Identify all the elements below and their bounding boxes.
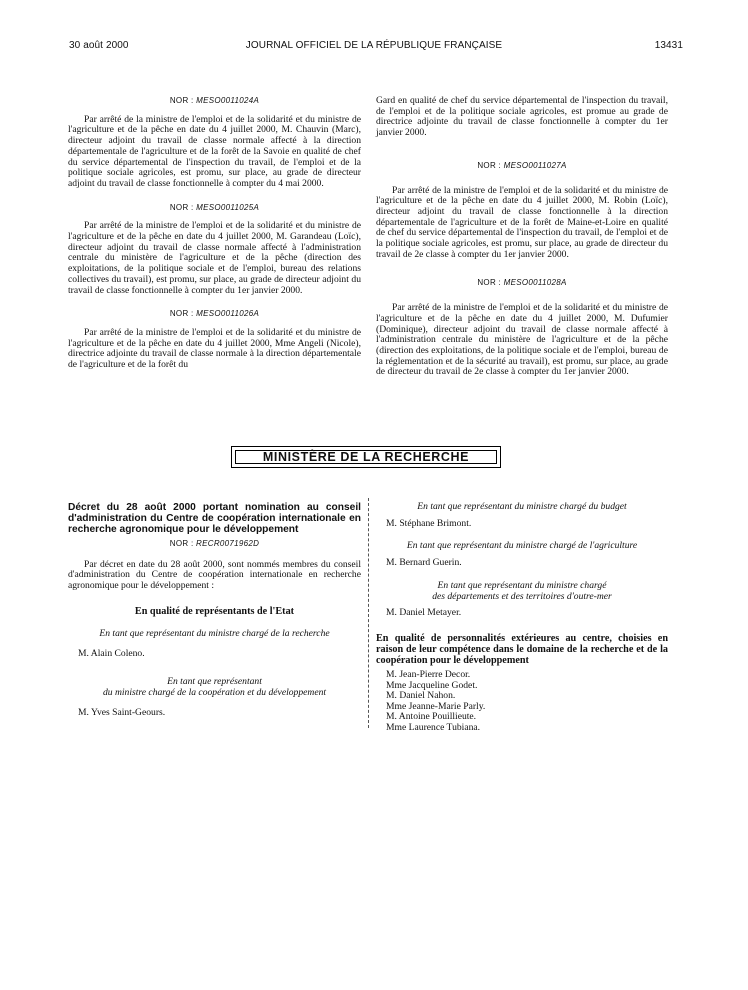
member-name: M. Stéphane Brimont.: [386, 517, 472, 529]
arrete-paragraph: Par arrêté de la ministre de l'emploi et de la solidarité et du ministre de l'agriculture et de la pêche en date du 4 juillet 2000, M. Robin (Loïc), directeur adjoint du travail de classe fonctionnelle à la direction départementale de l'agriculture et de la forêt de Maine-et-Loire en qualité de chef du service départemental de l'inspection du travail, de l'emploi et de la politique sociale agricoles, est promu, sur place, au grade de directeur du travail de 2e classe à compter du 1er janvier 2000.: [376, 184, 668, 260]
nor-reference: NOR : MESO0011024A: [169, 96, 260, 105]
decree-right-column: [376, 502, 668, 733]
representative-caption: des départements et des territoires d'outre-mer: [432, 590, 612, 602]
section-heading-external: En qualité de personnalités extérieures au centre, choisies en raison de leur compétence dans le domaine de la recherche et de la coopération pour le développement: [376, 632, 668, 666]
representative-caption: du ministre chargé de la coopération et du développement: [102, 686, 327, 698]
journal-title: JOURNAL OFFICIEL DE LA RÉPUBLIQUE FRANÇAISE: [245, 40, 503, 51]
header-date: 30 août 2000: [69, 40, 129, 51]
arrete-paragraph: Par arrêté de la ministre de l'emploi et de la solidarité et du ministre de l'agriculture et de la pêche en date du 4 juillet 2000, M. Chauvin (Marc), directeur adjoint du travail de classe normale affecté à la direction départementale de l'agriculture et de la forêt de la Savoie en qualité de chef du service départemental de l'inspection du travail, de l'emploi et de la politique sociale agricoles, est promu, sur place, au grade de directeur adjoint du travail de classe fonctionnelle à compter du 4 mai 2000.: [68, 113, 361, 189]
member-name: M. Jean-Pierre Decor.: [386, 668, 471, 680]
member-name: Mme Laurence Tubiana.: [386, 721, 481, 733]
representative-caption: En tant que représentant du ministre chargé: [437, 579, 607, 591]
top-left-column: [68, 96, 361, 371]
member-name: M. Daniel Metayer.: [386, 607, 462, 619]
nor-reference: NOR : MESO0011027A: [477, 160, 567, 170]
ministry-heading-box: [231, 446, 501, 468]
top-right-column: [376, 96, 668, 378]
nor-reference: NOR : MESO0011025A: [169, 202, 260, 212]
arrete-paragraph: Par arrêté de la ministre de l'emploi et de la solidarité et du ministre de l'agriculture et de la pêche en date du 4 juillet 2000, M. Garandeau (Loïc), directeur adjoint du travail de classe normale affecté à l'administration centrale du ministère de l'agriculture et de la pêche (direction des exploitations, de la politique sociale et de l'emploi, bureau des relations collectives du travail), est promu, sur place, au grade de directeur adjoint du travail de classe fonctionnelle à compter du 1er janvier 2000.: [68, 220, 361, 296]
arrete-paragraph: Par arrêté de la ministre de l'emploi et de la solidarité et du ministre de l'agriculture et de la pêche en date du 4 juillet 2000, Mme Angeli (Nicole), directrice adjointe du travail de classe normale à la direction départementale de l'agriculture et de la forêt du: [68, 326, 361, 371]
decree-left-column: [68, 502, 361, 718]
arrete-paragraph: Par arrêté de la ministre de l'emploi et de la solidarité et du ministre de l'agriculture et de la pêche en date du 4 juillet 2000, M. Dufumier (Dominique), directeur adjoint du travail de classe normale affecté à l'administration centrale du ministère de l'agriculture et de la pêche (direction des exploitations, de la politique sociale et de l'emploi, bureau de la réglementation et de la sécurité au travail), est promu, sur place, au grade de directeur du travail de 2e classe à compter du 1er janvier 2000.: [376, 302, 668, 378]
nor-reference: NOR : MESO0011028A: [477, 278, 567, 288]
member-name: Mme Jacqueline Godet.: [386, 679, 478, 691]
member-name: M. Bernard Guerin.: [386, 557, 462, 569]
representative-caption: En tant que représentant du ministre chargé de la recherche: [99, 627, 330, 639]
nor-reference: NOR : MESO0011026A: [169, 309, 260, 319]
member-name: Mme Jeanne-Marie Parly.: [386, 700, 486, 712]
member-name: M. Yves Saint-Geours.: [78, 706, 166, 718]
member-name: M. Antoine Pouillieute.: [386, 711, 477, 723]
column-divider: [368, 498, 369, 728]
page-number: 13431: [654, 40, 683, 51]
representative-caption: En tant que représentant du ministre chargé de l'agriculture: [406, 540, 638, 552]
representative-caption: En tant que représentant: [167, 676, 262, 688]
ministry-heading: MINISTÈRE DE LA RECHERCHE: [235, 450, 497, 464]
section-heading-state: En qualité de représentants de l'Etat: [134, 605, 295, 617]
nor-reference: NOR : RECR0071962D: [169, 539, 260, 548]
decree-title: Décret du 28 août 2000 portant nomination au conseil d'administration du Centre de coopération internationale en recherche agronomique pour le développement: [68, 502, 361, 535]
continuation-paragraph: Gard en qualité de chef du service départemental de l'inspection du travail, de l'emploi et de la politique sociale agricoles, est promue au grade de directrice adjointe du travail de classe fonctionnelle à compter du 1er janvier 2000.: [376, 95, 668, 139]
member-name: M. Daniel Nahon.: [386, 690, 456, 702]
member-name: M. Alain Coleno.: [78, 647, 145, 659]
representative-caption: En tant que représentant du ministre chargé du budget: [417, 501, 627, 512]
decree-intro: Par décret en date du 28 août 2000, sont nommés membres du conseil d'administration du Centre de coopération internationale en recherche agronomique pour le développement :: [68, 558, 361, 592]
